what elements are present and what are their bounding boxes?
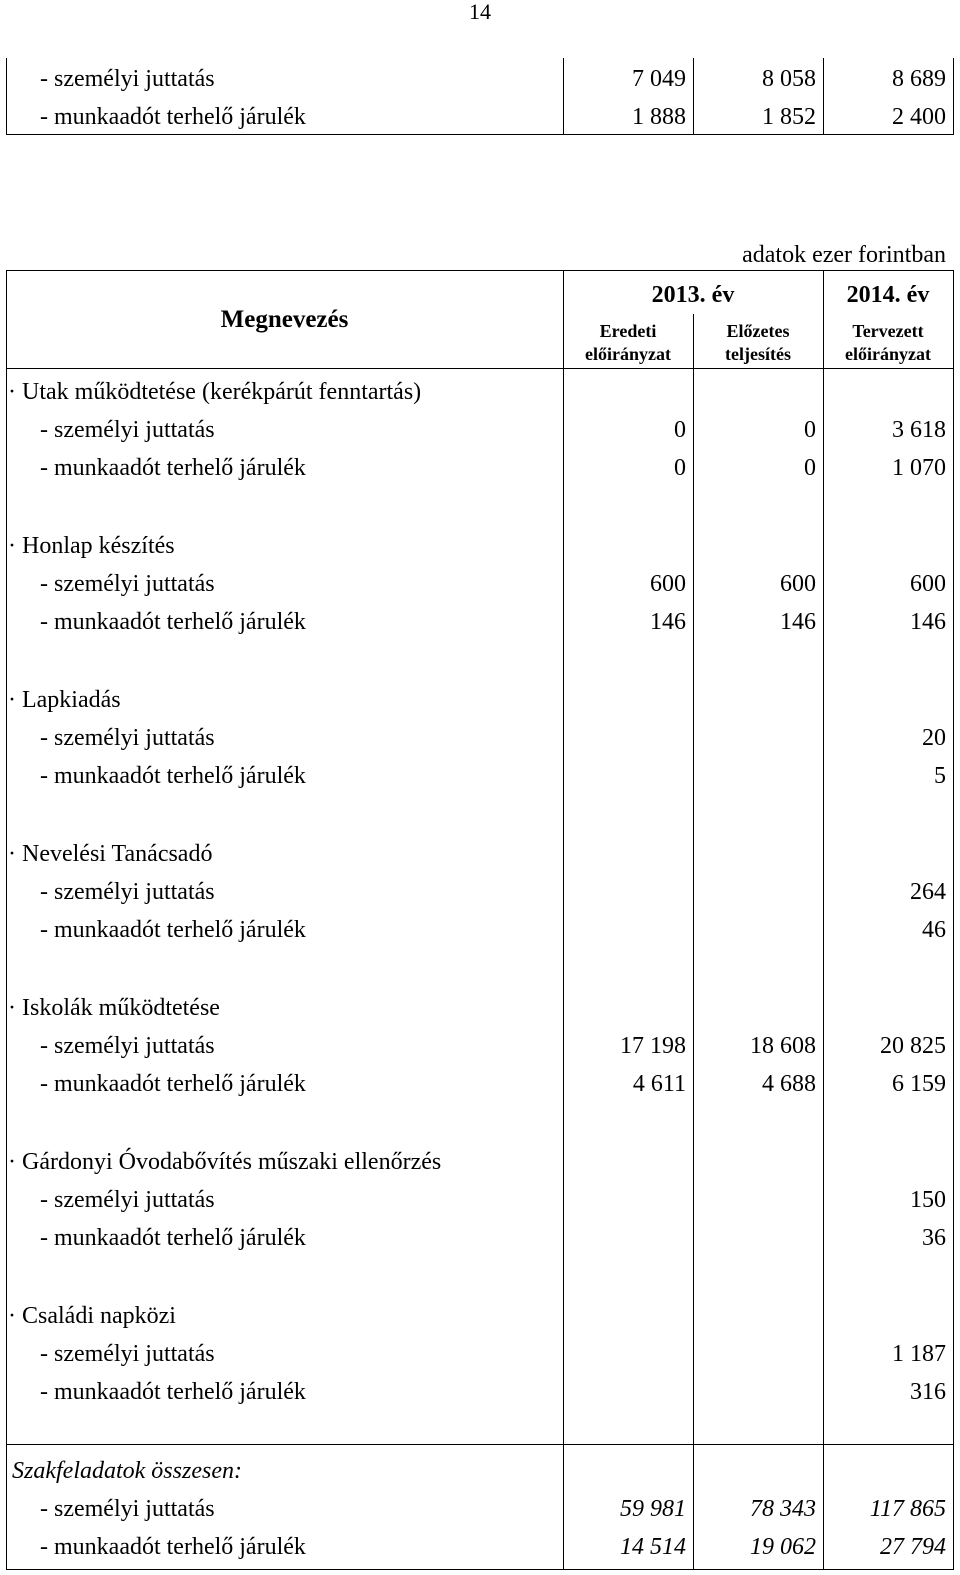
header-eredeti-line1: Eredeti xyxy=(599,321,657,341)
value-tervezett: 6 159 xyxy=(892,1071,946,1097)
row-label: - személyi juttatás xyxy=(40,879,215,905)
header-elozetes-line1: Előzetes xyxy=(726,321,790,341)
section-title: · Iskolák működtetése xyxy=(8,995,220,1021)
section-title: · Honlap készítés xyxy=(8,533,175,559)
row-label: - személyi juttatás xyxy=(40,1341,215,1367)
section-title: · Lapkiadás xyxy=(8,687,121,713)
value-elozetes: 1 852 xyxy=(762,104,816,130)
total-elozetes: 19 062 xyxy=(750,1534,816,1560)
header-year-2014: 2014. év xyxy=(846,282,930,308)
table-row xyxy=(6,911,954,949)
header-tervezett xyxy=(823,320,953,366)
value-tervezett: 2 400 xyxy=(892,104,946,130)
row-label: - személyi juttatás xyxy=(40,725,215,751)
row-label: - munkaadót terhelő járulék xyxy=(40,1534,306,1560)
section-title: · Nevelési Tanácsadó xyxy=(8,841,213,867)
section-title: · Családi napközi xyxy=(8,1303,176,1329)
table-row xyxy=(6,719,954,757)
row-label: - személyi juttatás xyxy=(40,1187,215,1213)
unit-note: adatok ezer forintban xyxy=(742,242,946,268)
section-title-row xyxy=(6,989,954,1027)
table-row xyxy=(6,411,954,449)
value-elozetes: 600 xyxy=(780,571,816,597)
row-label: - személyi juttatás xyxy=(40,571,215,597)
row-label: - személyi juttatás xyxy=(40,66,215,92)
value-tervezett: 1 070 xyxy=(892,455,946,481)
value-elozetes: 0 xyxy=(804,417,816,443)
value-tervezett: 316 xyxy=(910,1379,946,1405)
value-tervezett: 5 xyxy=(934,763,946,789)
value-tervezett: 20 xyxy=(922,725,946,751)
row-label: - munkaadót terhelő járulék xyxy=(40,1379,306,1405)
table-row xyxy=(6,603,954,641)
main-table xyxy=(6,270,954,1570)
section-title-row xyxy=(6,681,954,719)
table-row xyxy=(6,449,954,487)
header-tervezett-line1: Tervezett xyxy=(852,321,924,341)
value-tervezett: 1 187 xyxy=(892,1341,946,1367)
total-tervezett: 27 794 xyxy=(880,1534,946,1560)
table-row xyxy=(6,60,954,98)
total-tervezett: 117 865 xyxy=(869,1496,946,1522)
value-elozetes: 18 608 xyxy=(750,1033,816,1059)
total-eredeti: 14 514 xyxy=(620,1534,686,1560)
total-elozetes: 78 343 xyxy=(750,1496,816,1522)
header-eredeti xyxy=(563,320,693,366)
table-row xyxy=(6,1219,954,1257)
section-title-row xyxy=(6,1143,954,1181)
total-title: Szakfeladatok összesen: xyxy=(12,1458,242,1484)
value-elozetes: 146 xyxy=(780,609,816,635)
section-title-row xyxy=(6,1297,954,1335)
header-year-2013: 2013. év xyxy=(651,282,735,308)
header-name-column: Megnevezés xyxy=(220,306,349,333)
header-elozetes xyxy=(693,320,823,366)
total-eredeti: 59 981 xyxy=(620,1496,686,1522)
value-eredeti: 1 888 xyxy=(632,104,686,130)
value-tervezett: 20 825 xyxy=(880,1033,946,1059)
value-eredeti: 17 198 xyxy=(620,1033,686,1059)
value-tervezett: 146 xyxy=(910,609,946,635)
table-row xyxy=(6,1335,954,1373)
section-title: · Utak működtetése (kerékpárút fenntartás) xyxy=(8,379,422,405)
row-label: - munkaadót terhelő járulék xyxy=(40,609,306,635)
value-tervezett: 46 xyxy=(922,917,946,943)
row-label: - munkaadót terhelő járulék xyxy=(40,917,306,943)
value-tervezett: 150 xyxy=(910,1187,946,1213)
table-row xyxy=(6,565,954,603)
value-elozetes: 0 xyxy=(804,455,816,481)
table-row xyxy=(6,1027,954,1065)
section-title-row xyxy=(6,373,954,411)
value-elozetes: 8 058 xyxy=(762,66,816,92)
value-eredeti: 7 049 xyxy=(632,66,686,92)
row-label: - munkaadót terhelő járulék xyxy=(40,763,306,789)
value-tervezett: 36 xyxy=(922,1225,946,1251)
value-eredeti: 4 611 xyxy=(632,1071,686,1097)
value-tervezett: 8 689 xyxy=(892,66,946,92)
table-row xyxy=(6,873,954,911)
row-label: - személyi juttatás xyxy=(40,1033,215,1059)
row-label: - munkaadót terhelő járulék xyxy=(40,1071,306,1097)
value-eredeti: 600 xyxy=(650,571,686,597)
value-tervezett: 264 xyxy=(910,879,946,905)
value-tervezett: 3 618 xyxy=(892,417,946,443)
table-row xyxy=(6,98,954,136)
header-eredeti-line2: előirányzat xyxy=(585,344,671,364)
top-table xyxy=(6,58,954,136)
value-tervezett: 600 xyxy=(910,571,946,597)
total-row xyxy=(6,1490,954,1528)
value-eredeti: 0 xyxy=(674,417,686,443)
section-title-row xyxy=(6,835,954,873)
section-title-row xyxy=(6,527,954,565)
value-eredeti: 0 xyxy=(674,455,686,481)
table-row xyxy=(6,1065,954,1103)
row-label: - munkaadót terhelő járulék xyxy=(40,1225,306,1251)
section-title: · Gárdonyi Óvodabővítés műszaki ellenőrzés xyxy=(8,1149,442,1175)
page-number: 14 xyxy=(469,0,491,24)
table-row xyxy=(6,1181,954,1219)
table-row xyxy=(6,1373,954,1411)
value-elozetes: 4 688 xyxy=(762,1071,816,1097)
row-label: - személyi juttatás xyxy=(40,417,215,443)
total-title-row xyxy=(6,1452,954,1490)
header-tervezett-line2: előirányzat xyxy=(845,344,931,364)
row-label: - munkaadót terhelő járulék xyxy=(40,455,306,481)
value-eredeti: 146 xyxy=(650,609,686,635)
row-label: - munkaadót terhelő járulék xyxy=(40,104,306,130)
header-elozetes-line2: teljesítés xyxy=(725,344,791,364)
row-label: - személyi juttatás xyxy=(40,1496,215,1522)
total-row xyxy=(6,1528,954,1566)
table-row xyxy=(6,757,954,795)
